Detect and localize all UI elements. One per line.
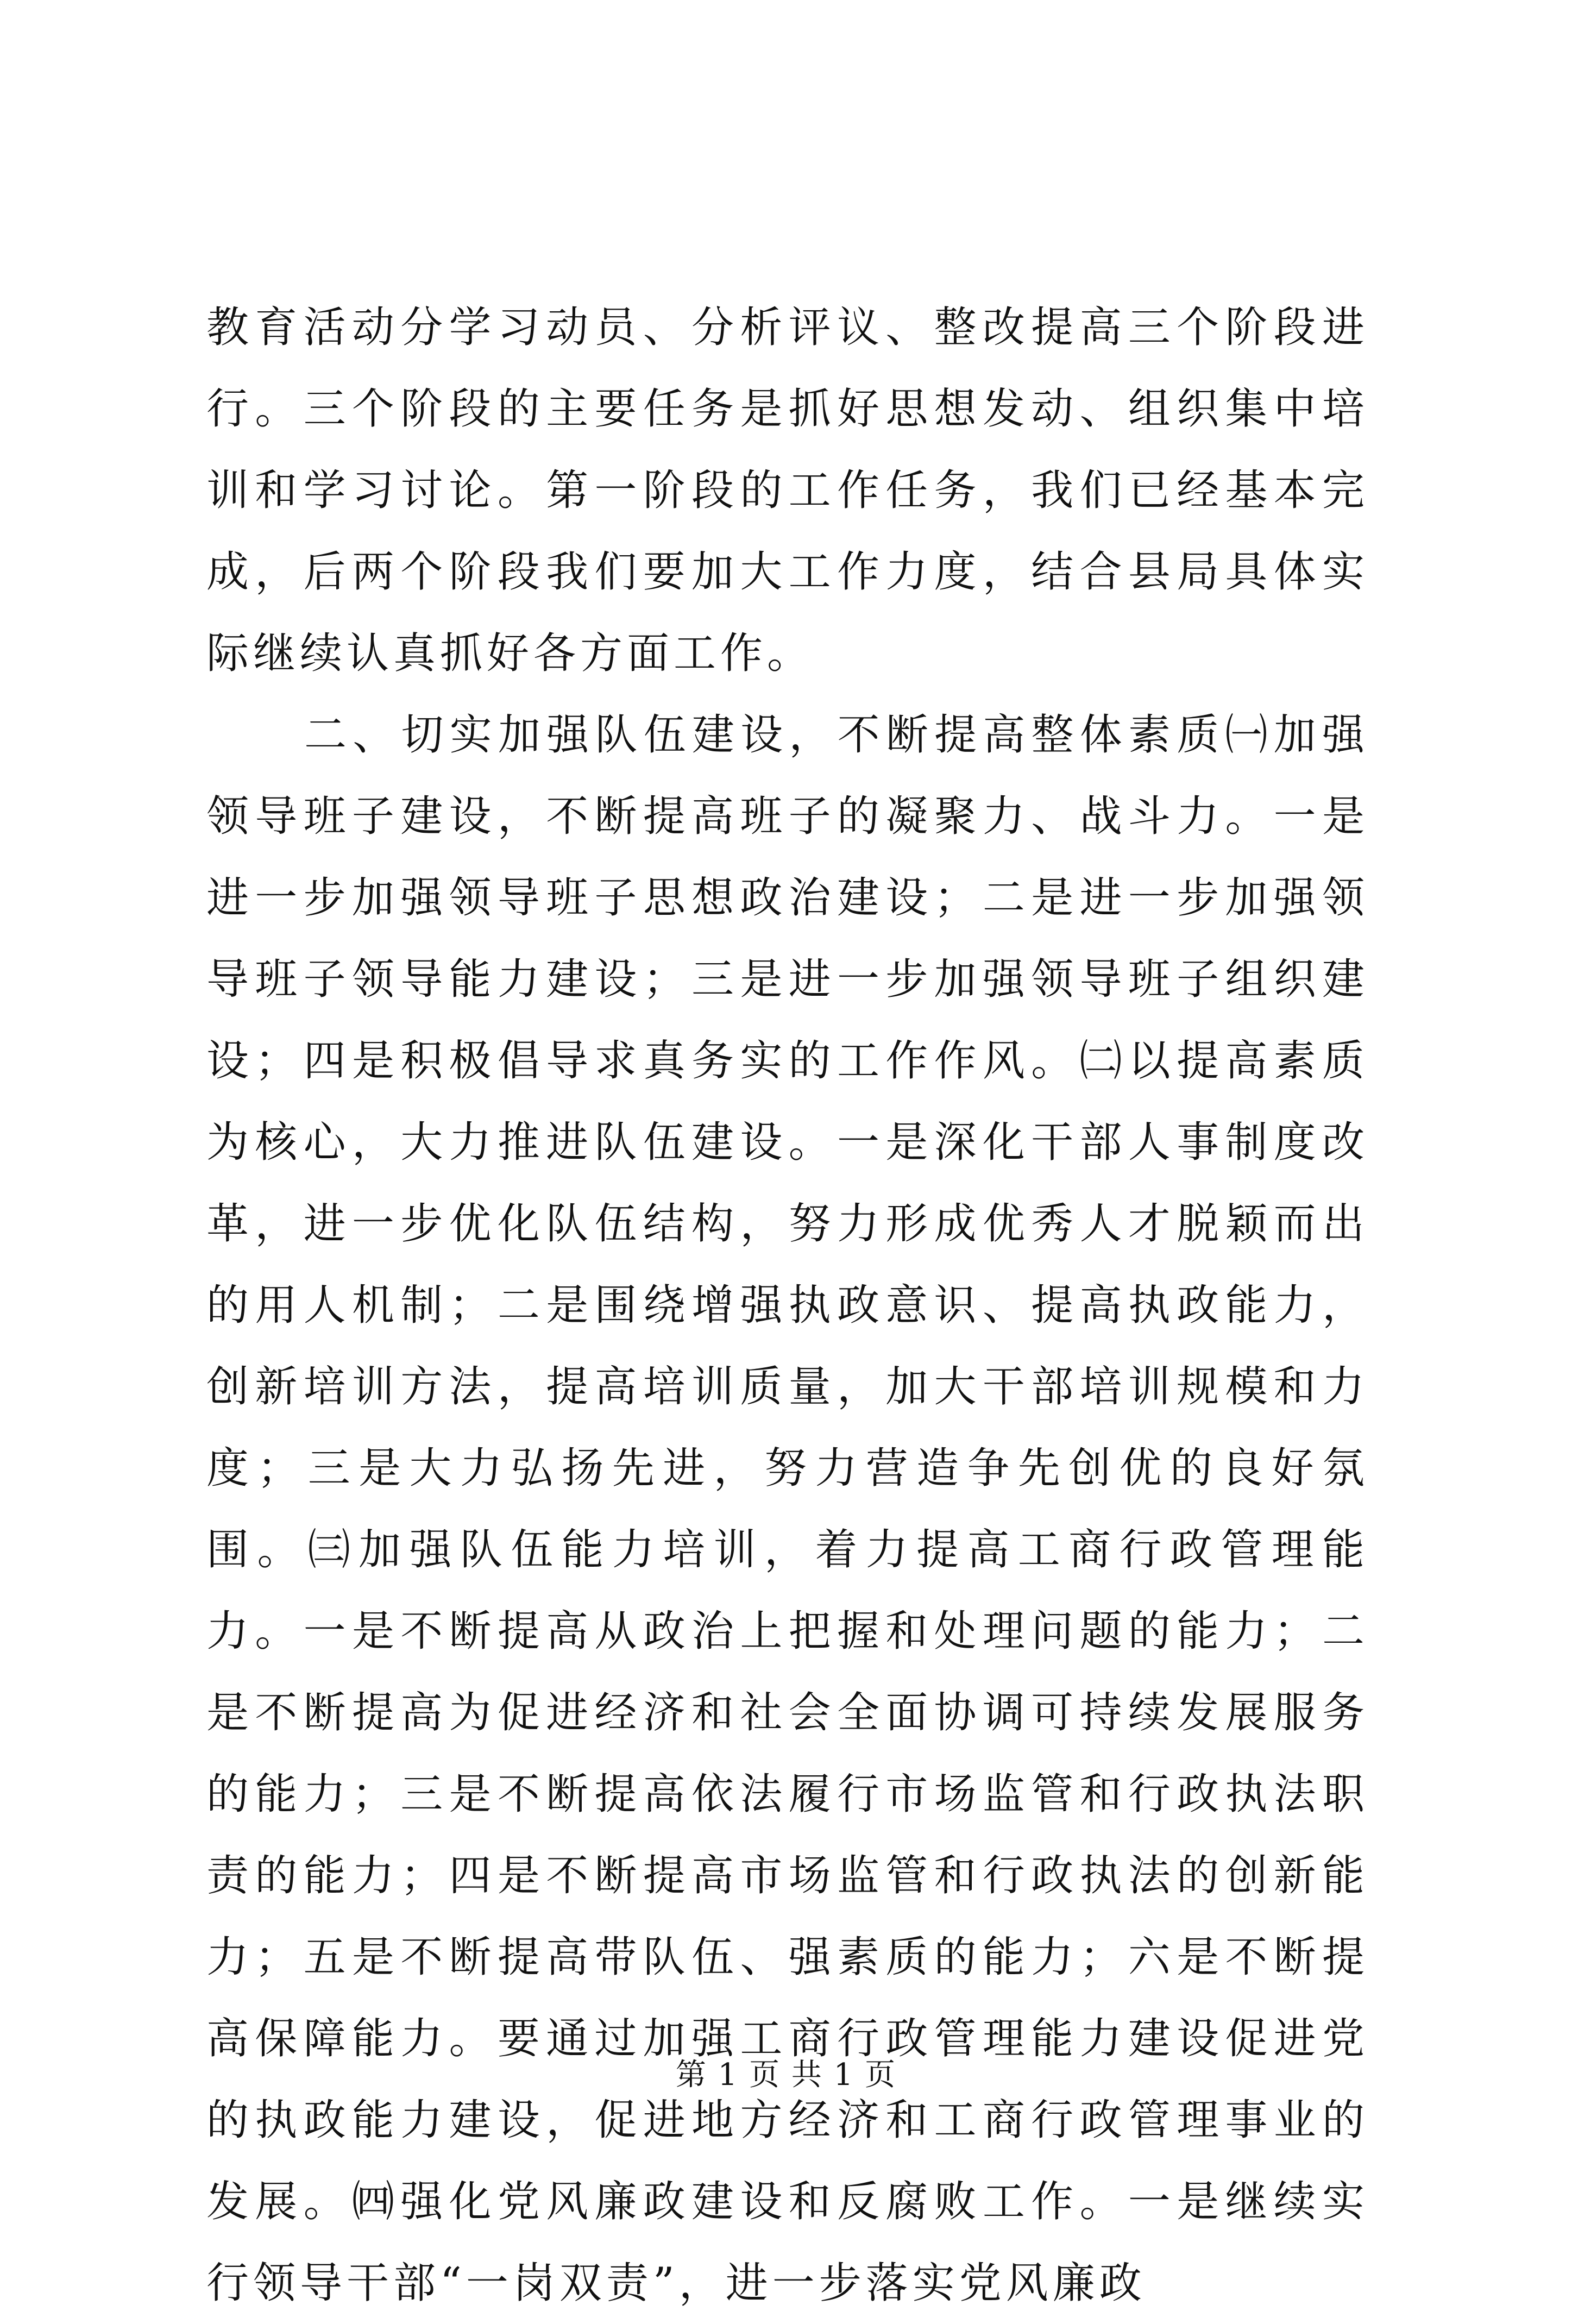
page-footer: 第 1 页 共 1 页 — [675, 2057, 897, 2093]
paragraph-1: 教育活动分学习动员、分析评议、整改提高三个阶段进行。三个阶段的主要任务是抓好思想发动、组织集中培训和学习讨论。第一阶段的工作任务，我们已经基本完成，后两个阶段我们要加大工作力度，结合县局具体实际继续认真抓好各方面工作。 — [206, 303, 1369, 678]
document-body — [206, 287, 1369, 2324]
paragraph-2: 二、切实加强队伍建设，不断提高整体素质㈠加强领导班子建设，不断提高班子的凝聚力、战斗力。一是进一步加强领导班子思想政治建设；二是进一步加强领导班子领导能力建设；三是进一步加强领导班子组织建设；四是积极倡导求真务实的工作作风。㈡以提高素质为核心，大力推进队伍建设。一是深化干部人事制度改革，进一步优化队伍结构，努力形成优秀人才脱颖而出的用人机制；二是围绕增强执政意识、提高执政能力，创新培训方法，提高培训质量，加大干部培训规模和力度；三是大力弘扬先进，努力营造争先创优的良好氛围。㈢加强队伍能力培训，着力提高工商行政管理能力。一是不断提高从政治上把握和处理问题的能力；二是不断提高为促进经济和社会全面协调可持续发展服务的能力；三是不断提高依法履行市场监管和行政执法职责的能力；四是不断提高市场监管和行政执法的创新能力；五是不断提高带队伍、强素质的能力；六是不断提高保障能力。要通过加强工商行政管理能力建设促进党的执政能力建设，促进地方经济和工商行政管理事业的发展。㈣强化党风廉政建设和反腐败工作。一是继续实行领导干部“一岗双责”，进一步落实党风廉政 — [206, 711, 1369, 2308]
